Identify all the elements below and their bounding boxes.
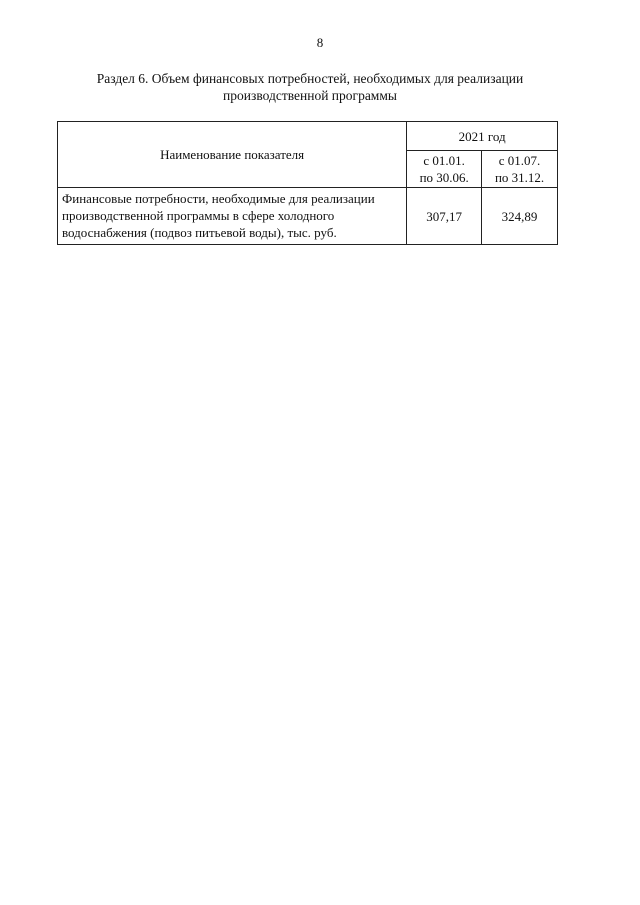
- page-number: 8: [316, 35, 324, 50]
- header-indicator-name: Наименование показателя: [58, 122, 407, 188]
- header-period-2-to: по 31.12.: [494, 170, 545, 185]
- row-indicator-name: Финансовые потребности, необходимые для реализации производственной программы в сфере холодного водоснабжения (подвоз питьевой воды), тыс. руб.: [58, 188, 407, 245]
- header-period-1-to: по 30.06.: [419, 170, 469, 185]
- section-title-line-1: Раздел 6. Объем финансовых потребностей, необходимых для реализации: [96, 71, 524, 86]
- section-title-line-2: производственной программы: [223, 88, 397, 103]
- header-period-2: [482, 151, 558, 188]
- table-row: [58, 188, 558, 245]
- table-header-row-1: [58, 122, 558, 151]
- row-value-period-2: 324,89: [482, 188, 558, 245]
- row-value-period-1: 307,17: [407, 188, 482, 245]
- section-title: [40, 70, 580, 104]
- financial-needs-table: [57, 121, 558, 245]
- header-period-2-from: с 01.07.: [498, 153, 541, 168]
- header-period-1-from: с 01.01.: [423, 153, 465, 168]
- header-year: 2021 год: [407, 122, 558, 151]
- header-period-1: [407, 151, 482, 188]
